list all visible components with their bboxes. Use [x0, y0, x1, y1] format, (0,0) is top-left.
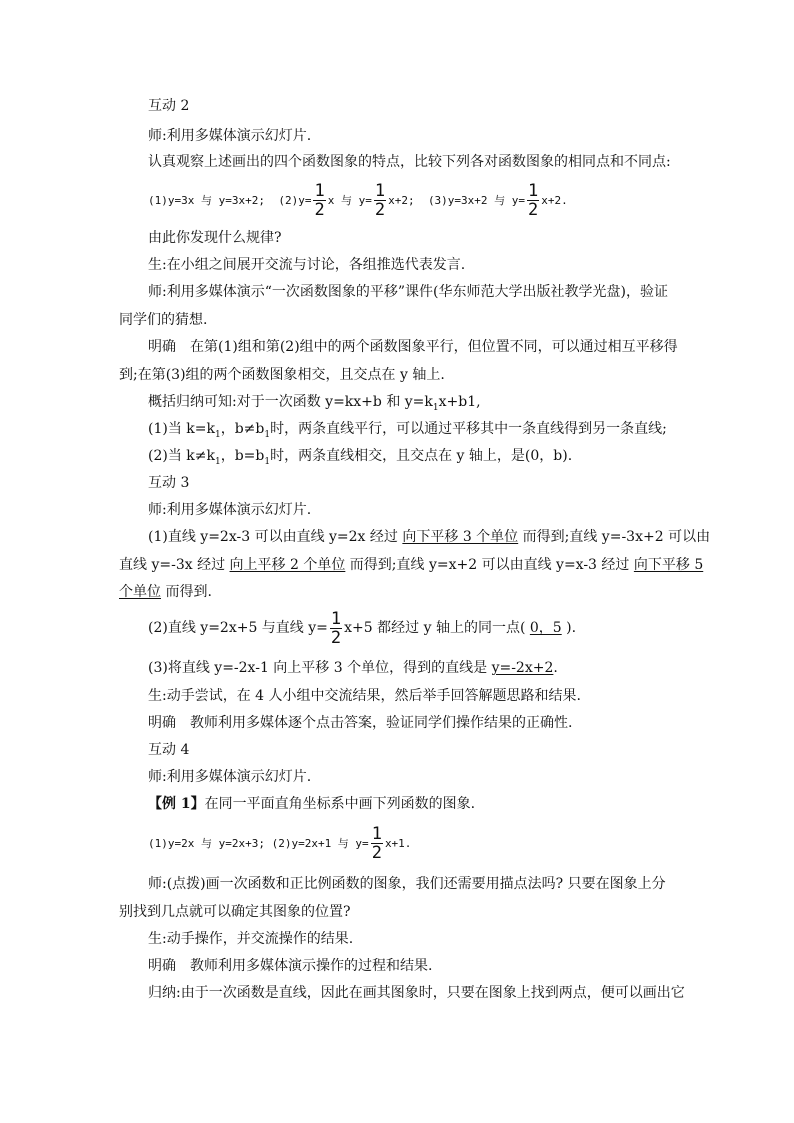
example-tag: 【例 1】: [148, 796, 205, 812]
fraction-one-half: $\frac{1}{2}$: [528, 180, 539, 220]
teacher-line-2: 师:利用多媒体演示“一次函数图象的平移”课件(华东师范大学出版社教学光盘)，验证: [148, 284, 668, 300]
fraction-one-half: $\frac{1}{2}$: [371, 823, 382, 863]
teacher-line: 师:利用多媒体演示幻灯片.: [148, 502, 312, 518]
section-title-interact-3: 互动 3: [148, 475, 190, 491]
section-title-interact-4: 互动 4: [148, 742, 190, 758]
question-line: 由此你发现什么规律?: [148, 230, 282, 246]
example-functions-line: (1)y=2x 与 y=2x+3; (2)y=2x+1 与 y= $\frac{1}{2}$ x+1.: [148, 823, 412, 863]
answer-blank: 个单位: [119, 584, 161, 600]
pair-3-suffix: x+2.: [541, 194, 568, 207]
pair-1: (1)y=3x 与 y=3x+2;: [148, 194, 265, 207]
section-title-interact-2: 互动 2: [148, 98, 190, 114]
fraction-one-half: $\frac{1}{2}$: [330, 608, 342, 648]
pair-2-mid: x 与 y=: [327, 194, 372, 207]
answer-blank: 向下平移 5: [633, 557, 704, 573]
answer-blank: 向上平移 2 个单位: [229, 557, 346, 573]
conclusion-line: 归纳:由于一次函数是直线，因此在画其图象时，只要在图象上找到两点，便可以画出它: [148, 985, 685, 1001]
fraction-one-half: $\frac{1}{2}$: [374, 180, 386, 220]
clarify-line-cont: 到;在第(3)组的两个函数图象相交，且交点在 y 轴上.: [119, 367, 445, 383]
example-line: 【例 1】在同一平面直角坐标系中画下列函数的图象.: [148, 796, 476, 812]
case-2-line: (2)当 $k\ne k_1$，$b=b_1$时，两条直线相交，且交点在 y 轴上，是(0，b).: [148, 448, 573, 467]
function-pairs-line: [148, 180, 568, 221]
student-line: 生:在小组之间展开交流与讨论，各组推选代表发言.: [148, 257, 466, 273]
fraction-one-half: $\frac{1}{2}$: [314, 180, 325, 220]
exercise-2-line: (2)直线 y=2x+5 与直线 y= $\frac{1}{2}$ x+5 都经过 y 轴上的同一点( 0，5 ).: [148, 608, 577, 648]
hint-line-cont: 别找到几点就可以确定其图象的位置?: [119, 904, 351, 920]
summary-line: 概括归纳可知:对于一次函数 y=kx+b 和 $y=k_1x+b1$,: [148, 394, 481, 413]
clarify-line: 明确 教师利用多媒体演示操作的过程和结果.: [148, 958, 433, 974]
hint-line: 师:(点拨)画一次函数和正比例函数的图象，我们还需要用描点法吗? 只要在图象上分: [148, 876, 666, 892]
case-1-line: (1)当 $k=k_1$，$b\ne b_1$时，两条直线平行，可以通过平移其中一条直线得到另一条直线;: [148, 421, 667, 440]
answer-blank: 0，5: [529, 620, 562, 636]
exercise-1-line: (1)直线 y=2x-3 可以由直线 y=2x 经过 向下平移 3 个单位 而得到;直线 y=-3x+2 可以由: [148, 529, 711, 545]
clarify-line: 明确 在第(1)组和第(2)组中的两个函数图象平行，但位置不同，可以通过相互平移得: [148, 339, 678, 355]
pair-2-suffix: x+2;: [388, 194, 415, 207]
teacher-line: 师:利用多媒体演示幻灯片.: [148, 128, 312, 144]
student-line: 生:动手操作，并交流操作的结果.: [148, 931, 354, 947]
clarify-line: 明确 教师利用多媒体逐个点击答案，验证同学们操作结果的正确性.: [148, 715, 573, 731]
prompt-line: 认真观察上述画出的四个函数图象的特点，比较下列各对函数图象的相同点和不同点:: [148, 154, 671, 170]
teacher-line: 师:利用多媒体演示幻灯片.: [148, 769, 312, 785]
exercise-1-line-2: 直线 y=-3x 经过 向上平移 2 个单位 而得到;直线 y=x+2 可以由直线 y=x-3 经过 向下平移 5: [119, 557, 704, 573]
answer-blank: 向下平移 3 个单位: [402, 529, 519, 545]
pair-2-prefix: (2)y=: [278, 194, 312, 207]
answer-blank: y=-2x+2: [491, 660, 554, 676]
student-line: 生:动手尝试，在 4 人小组中交流结果，然后举手回答解题思路和结果.: [148, 688, 581, 704]
exercise-1-line-3: 个单位 而得到.: [119, 584, 212, 600]
exercise-3-line: (3)将直线 y=-2x-1 向上平移 3 个单位，得到的直线是 y=-2x+2.: [148, 660, 558, 676]
teacher-line-2-cont: 同学们的猜想.: [119, 312, 208, 328]
pair-3-prefix: (3)y=3x+2 与 y=: [427, 194, 526, 207]
